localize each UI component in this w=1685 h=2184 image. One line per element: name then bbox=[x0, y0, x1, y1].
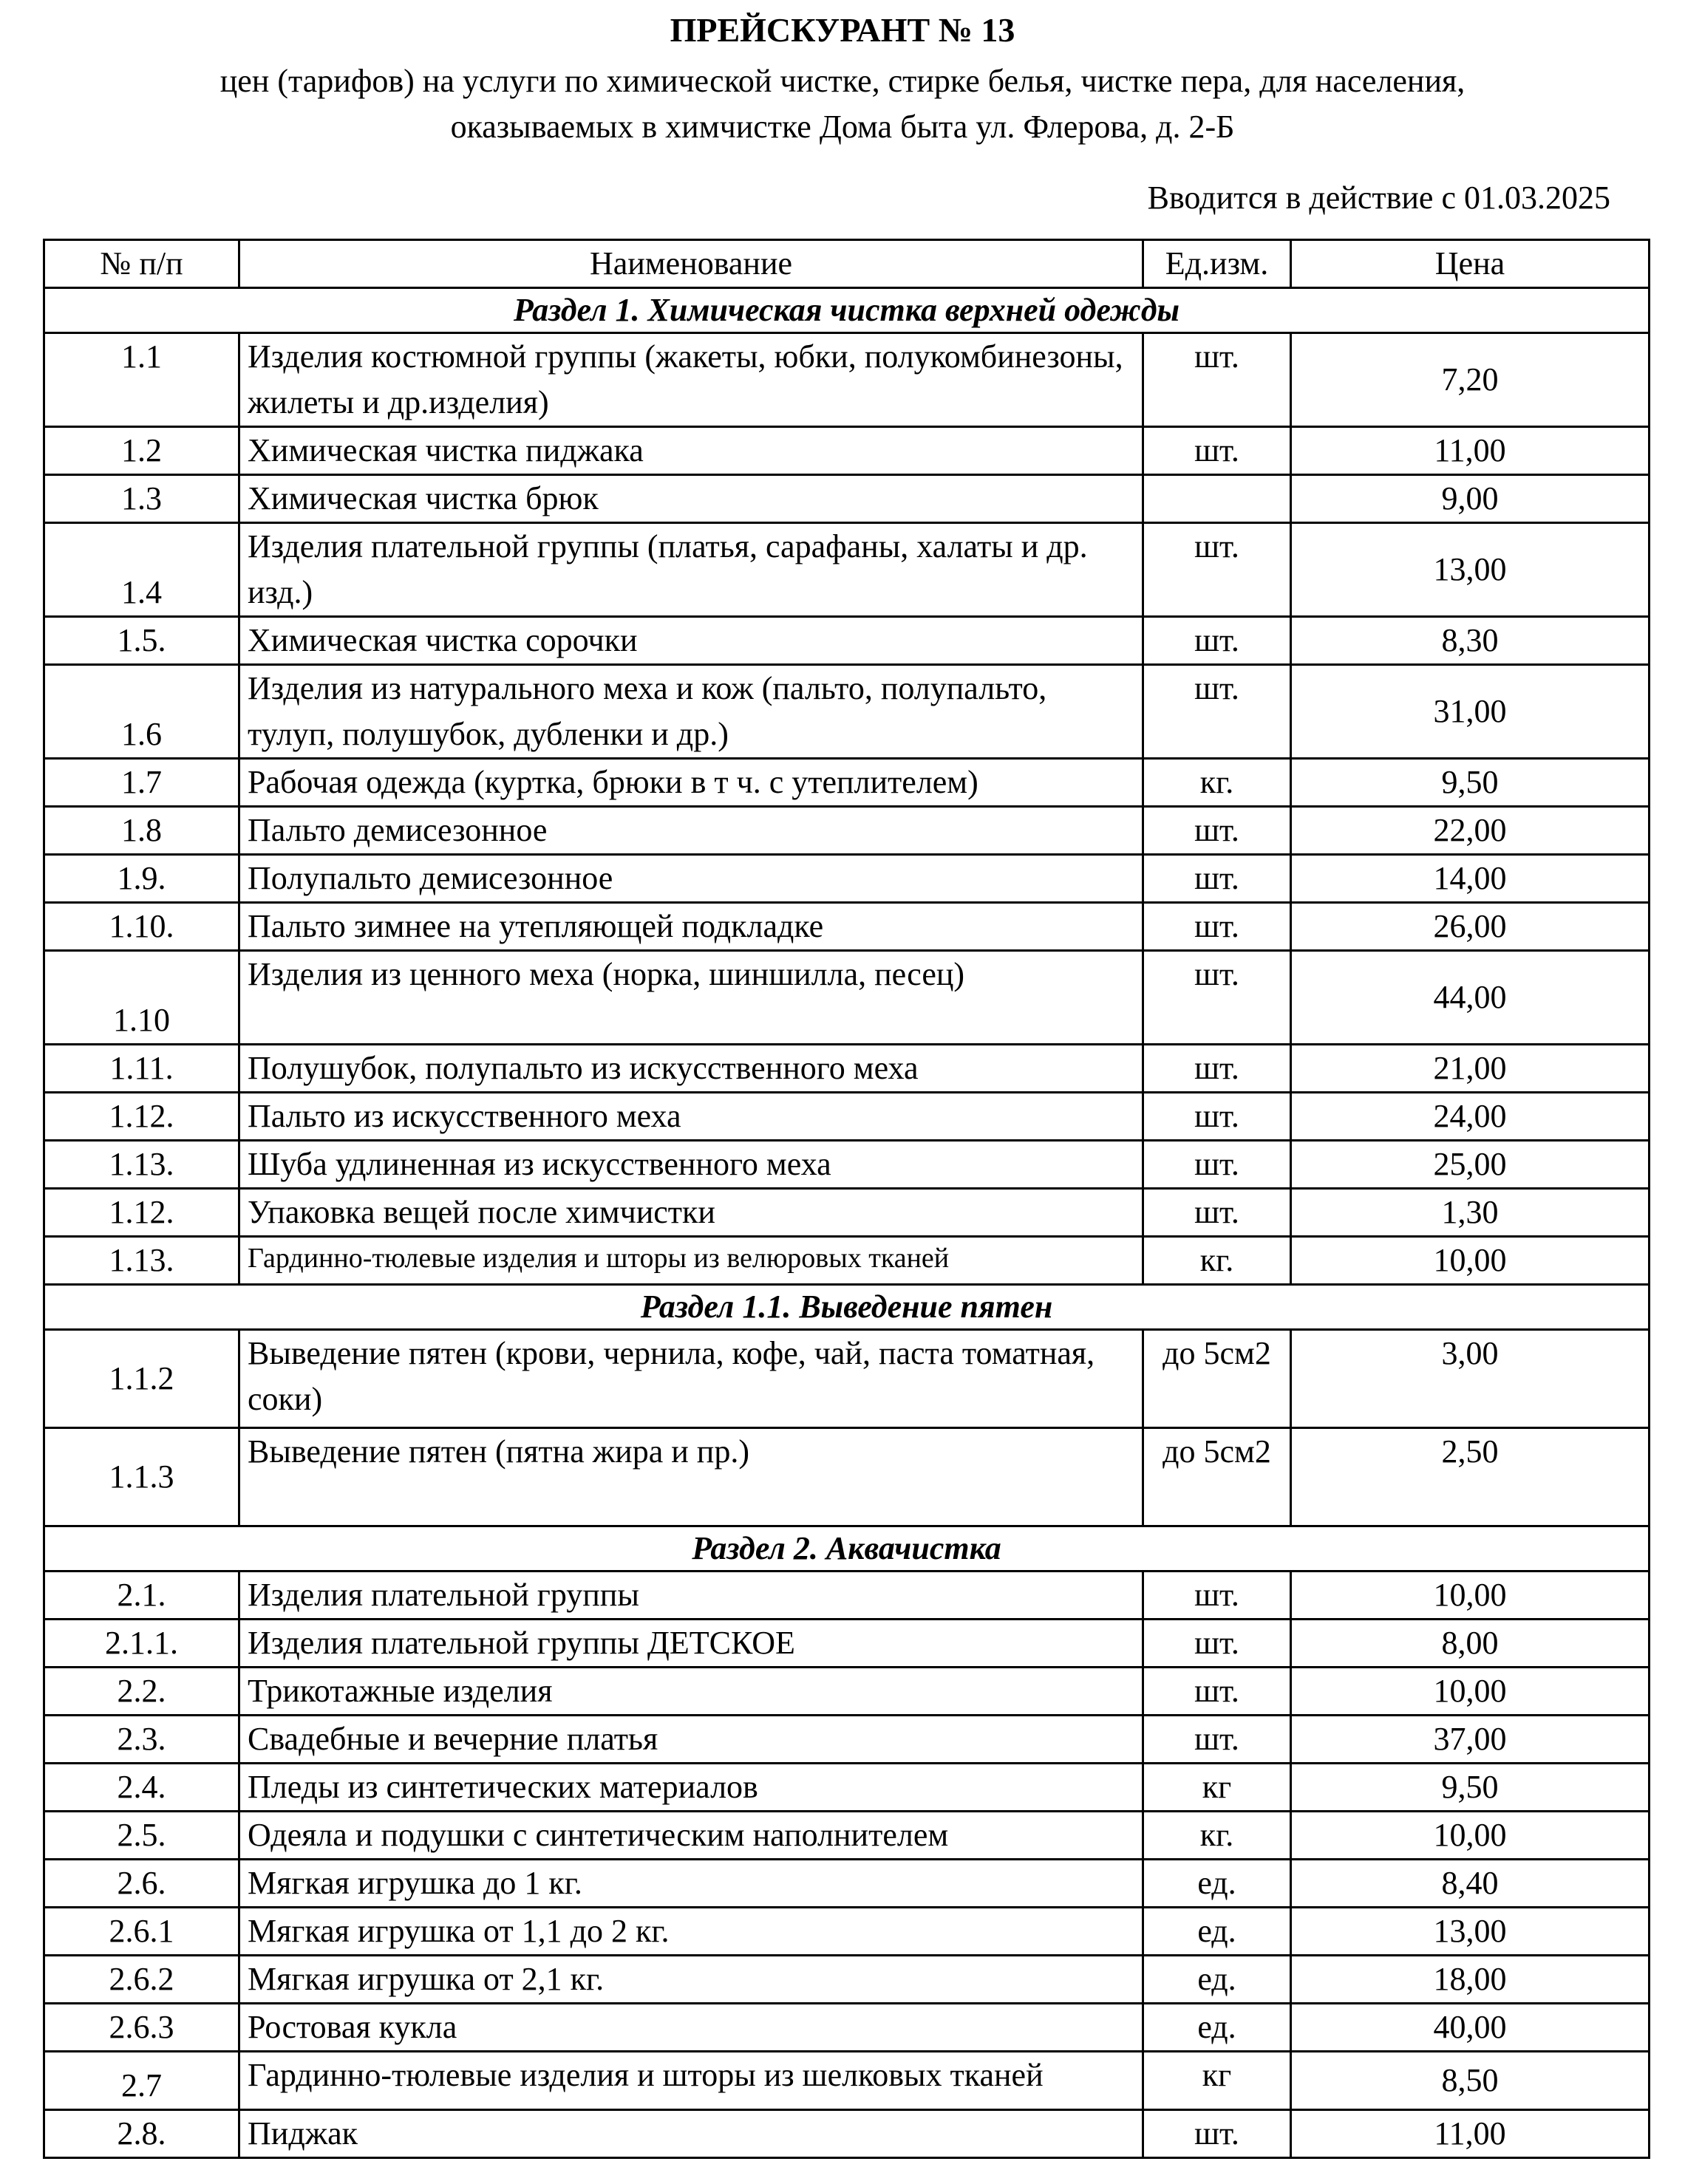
row-number: 1.8 bbox=[44, 807, 239, 855]
effective-date: Вводится в действие с 01.03.2025 bbox=[1147, 180, 1610, 216]
row-name: Гардинно-тюлевые изделия и шторы из велюровых тканей bbox=[239, 1237, 1143, 1285]
row-price: 10,00 bbox=[1291, 1812, 1650, 1860]
row-name: Мягкая игрушка от 2,1 кг. bbox=[239, 1956, 1143, 2004]
table-row bbox=[44, 523, 1650, 617]
row-price: 44,00 bbox=[1291, 951, 1650, 1045]
row-price: 13,00 bbox=[1291, 1908, 1650, 1956]
table-row bbox=[44, 1045, 1650, 1093]
row-number: 2.6.1 bbox=[44, 1908, 239, 1956]
row-price: 37,00 bbox=[1291, 1716, 1650, 1764]
table-header-row bbox=[44, 240, 1650, 288]
table-row bbox=[44, 617, 1650, 665]
row-price: 1,30 bbox=[1291, 1189, 1650, 1237]
row-number: 2.7 bbox=[44, 2052, 239, 2110]
row-name: Пальто демисезонное bbox=[239, 807, 1143, 855]
table-row bbox=[44, 1620, 1650, 1668]
table-row bbox=[44, 1908, 1650, 1956]
row-number: 2.4. bbox=[44, 1764, 239, 1812]
row-price: 10,00 bbox=[1291, 1668, 1650, 1716]
row-unit: ед. bbox=[1143, 1956, 1291, 2004]
row-name: Пальто из искусственного меха bbox=[239, 1093, 1143, 1141]
row-name: Шуба удлиненная из искусственного меха bbox=[239, 1141, 1143, 1189]
row-unit: шт. bbox=[1143, 665, 1291, 759]
row-unit: шт. bbox=[1143, 1189, 1291, 1237]
row-unit: до 5см2 bbox=[1143, 1330, 1291, 1428]
row-price: 2,50 bbox=[1291, 1428, 1650, 1526]
row-unit: шт. bbox=[1143, 1716, 1291, 1764]
table-row bbox=[44, 903, 1650, 951]
document-subtitle-line1: цен (тарифов) на услуги по химической чистке, стирке белья, чистке пера, для населения, bbox=[219, 63, 1466, 99]
row-price: 10,00 bbox=[1291, 1237, 1650, 1285]
row-price: 13,00 bbox=[1291, 523, 1650, 617]
row-number: 1.3 bbox=[44, 475, 239, 523]
table-row bbox=[44, 855, 1650, 903]
row-price: 22,00 bbox=[1291, 807, 1650, 855]
row-unit: ед. bbox=[1143, 1908, 1291, 1956]
row-unit: шт. bbox=[1143, 903, 1291, 951]
row-unit: кг. bbox=[1143, 1812, 1291, 1860]
row-name: Упаковка вещей после химчистки bbox=[239, 1189, 1143, 1237]
row-number: 1.13. bbox=[44, 1141, 239, 1189]
table-row bbox=[44, 1860, 1650, 1908]
row-number: 2.3. bbox=[44, 1716, 239, 1764]
row-number: 2.6.3 bbox=[44, 2004, 239, 2052]
row-number: 1.11. bbox=[44, 1045, 239, 1093]
row-price: 9,50 bbox=[1291, 1764, 1650, 1812]
row-name: Изделия плательной группы ДЕТСКОЕ bbox=[239, 1620, 1143, 1668]
row-price: 8,30 bbox=[1291, 617, 1650, 665]
row-unit: шт. bbox=[1143, 2110, 1291, 2158]
row-number: 1.1.2 bbox=[44, 1330, 239, 1428]
row-name: Одеяла и подушки с синтетическим наполнителем bbox=[239, 1812, 1143, 1860]
table-row bbox=[44, 2052, 1650, 2110]
row-name: Изделия плательной группы bbox=[239, 1572, 1143, 1620]
row-unit: до 5см2 bbox=[1143, 1428, 1291, 1526]
table-row bbox=[44, 2004, 1650, 2052]
row-unit: шт. bbox=[1143, 1572, 1291, 1620]
row-price: 9,00 bbox=[1291, 475, 1650, 523]
row-number: 1.12. bbox=[44, 1093, 239, 1141]
row-unit: шт. bbox=[1143, 1141, 1291, 1189]
row-number: 2.8. bbox=[44, 2110, 239, 2158]
row-number: 1.12. bbox=[44, 1189, 239, 1237]
row-name: Мягкая игрушка до 1 кг. bbox=[239, 1860, 1143, 1908]
row-price: 11,00 bbox=[1291, 427, 1650, 475]
row-name: Химическая чистка брюк bbox=[239, 475, 1143, 523]
row-unit: кг bbox=[1143, 1764, 1291, 1812]
row-name: Пальто зимнее на утепляющей подкладке bbox=[239, 903, 1143, 951]
table-row bbox=[44, 1956, 1650, 2004]
section-heading bbox=[44, 288, 1650, 333]
row-unit: шт. bbox=[1143, 951, 1291, 1045]
row-number: 2.2. bbox=[44, 1668, 239, 1716]
table-row bbox=[44, 1668, 1650, 1716]
row-name: Мягкая игрушка от 1,1 до 2 кг. bbox=[239, 1908, 1143, 1956]
table-row bbox=[44, 665, 1650, 759]
table-row bbox=[44, 2110, 1650, 2158]
row-number: 1.6 bbox=[44, 665, 239, 759]
row-name: Изделия из ценного меха (норка, шиншилла, песец) bbox=[239, 951, 1143, 1045]
row-unit: кг. bbox=[1143, 1237, 1291, 1285]
row-name: Изделия костюмной группы (жакеты, юбки, полукомбинезоны, жилеты и др.изделия) bbox=[239, 333, 1143, 427]
row-price: 40,00 bbox=[1291, 2004, 1650, 2052]
table-row bbox=[44, 807, 1650, 855]
row-number: 1.4 bbox=[44, 523, 239, 617]
row-price: 14,00 bbox=[1291, 855, 1650, 903]
table-row bbox=[44, 1189, 1650, 1237]
row-name: Гардинно-тюлевые изделия и шторы из шелковых тканей bbox=[239, 2052, 1143, 2110]
row-unit: шт. bbox=[1143, 807, 1291, 855]
row-unit: шт. bbox=[1143, 523, 1291, 617]
row-name: Выведение пятен (пятна жира и пр.) bbox=[239, 1428, 1143, 1526]
row-number: 2.6.2 bbox=[44, 1956, 239, 2004]
table-row bbox=[44, 1764, 1650, 1812]
row-unit bbox=[1143, 475, 1291, 523]
header-name: Наименование bbox=[239, 240, 1143, 288]
row-price: 8,00 bbox=[1291, 1620, 1650, 1668]
row-price: 18,00 bbox=[1291, 1956, 1650, 2004]
section-1-title: Раздел 1. Химическая чистка верхней одежды bbox=[44, 288, 1650, 333]
row-number: 1.9. bbox=[44, 855, 239, 903]
row-unit: шт. bbox=[1143, 617, 1291, 665]
row-name: Ростовая кукла bbox=[239, 2004, 1143, 2052]
row-name: Изделия из натурального меха и кож (пальто, полупальто, тулуп, полушубок, дубленки и др.) bbox=[239, 665, 1143, 759]
row-unit: шт. bbox=[1143, 333, 1291, 427]
row-unit: шт. bbox=[1143, 1045, 1291, 1093]
price-table bbox=[43, 239, 1650, 2159]
row-name: Пиджак bbox=[239, 2110, 1143, 2158]
row-unit: кг bbox=[1143, 2052, 1291, 2110]
row-unit: шт. bbox=[1143, 1668, 1291, 1716]
row-unit: шт. bbox=[1143, 1093, 1291, 1141]
document-title: ПРЕЙСКУРАНТ № 13 bbox=[670, 11, 1015, 49]
row-name: Трикотажные изделия bbox=[239, 1668, 1143, 1716]
row-name: Изделия плательной группы (платья, сарафаны, халаты и др. изд.) bbox=[239, 523, 1143, 617]
row-name: Свадебные и вечерние платья bbox=[239, 1716, 1143, 1764]
row-number: 1.2 bbox=[44, 427, 239, 475]
table-row bbox=[44, 1716, 1650, 1764]
row-unit: шт. bbox=[1143, 855, 1291, 903]
row-price: 7,20 bbox=[1291, 333, 1650, 427]
document-subtitle-line2: оказываемых в химчистке Дома быта ул. Флерова, д. 2-Б bbox=[450, 109, 1235, 145]
row-price: 25,00 bbox=[1291, 1141, 1650, 1189]
row-unit: ед. bbox=[1143, 2004, 1291, 2052]
row-unit: кг. bbox=[1143, 759, 1291, 807]
row-number: 2.5. bbox=[44, 1812, 239, 1860]
row-number: 2.1.1. bbox=[44, 1620, 239, 1668]
row-price: 10,00 bbox=[1291, 1572, 1650, 1620]
table-row bbox=[44, 1428, 1650, 1526]
row-number: 1.1 bbox=[44, 333, 239, 427]
row-number: 1.1.3 bbox=[44, 1428, 239, 1526]
section-heading bbox=[44, 1285, 1650, 1330]
table-row bbox=[44, 759, 1650, 807]
table-row bbox=[44, 475, 1650, 523]
row-number: 2.6. bbox=[44, 1860, 239, 1908]
table-row bbox=[44, 333, 1650, 427]
row-price: 8,40 bbox=[1291, 1860, 1650, 1908]
table-row bbox=[44, 1237, 1650, 1285]
table-row bbox=[44, 427, 1650, 475]
section-1-1-title: Раздел 1.1. Выведение пятен bbox=[44, 1285, 1650, 1330]
row-name: Выведение пятен (крови, чернила, кофе, чай, паста томатная, соки) bbox=[239, 1330, 1143, 1428]
row-number: 1.10 bbox=[44, 951, 239, 1045]
table-row bbox=[44, 1330, 1650, 1428]
table-row bbox=[44, 1812, 1650, 1860]
row-number: 1.13. bbox=[44, 1237, 239, 1285]
row-name: Рабочая одежда (куртка, брюки в т ч. с утеплителем) bbox=[239, 759, 1143, 807]
header-unit: Ед.изм. bbox=[1143, 240, 1291, 288]
row-price: 24,00 bbox=[1291, 1093, 1650, 1141]
row-unit: шт. bbox=[1143, 427, 1291, 475]
row-name: Полушубок, полупальто из искусственного меха bbox=[239, 1045, 1143, 1093]
row-number: 1.10. bbox=[44, 903, 239, 951]
row-name: Пледы из синтетических материалов bbox=[239, 1764, 1143, 1812]
row-name: Химическая чистка пиджака bbox=[239, 427, 1143, 475]
row-name: Химическая чистка сорочки bbox=[239, 617, 1143, 665]
row-number: 2.1. bbox=[44, 1572, 239, 1620]
row-price: 8,50 bbox=[1291, 2052, 1650, 2110]
row-name: Полупальто демисезонное bbox=[239, 855, 1143, 903]
row-price: 31,00 bbox=[1291, 665, 1650, 759]
row-number: 1.5. bbox=[44, 617, 239, 665]
row-price: 21,00 bbox=[1291, 1045, 1650, 1093]
table-row bbox=[44, 1572, 1650, 1620]
section-2-title: Раздел 2. Аквачистка bbox=[44, 1526, 1650, 1572]
table-row bbox=[44, 1093, 1650, 1141]
row-unit: ед. bbox=[1143, 1860, 1291, 1908]
table-row bbox=[44, 1141, 1650, 1189]
row-price: 26,00 bbox=[1291, 903, 1650, 951]
section-heading bbox=[44, 1526, 1650, 1572]
row-unit: шт. bbox=[1143, 1620, 1291, 1668]
row-price: 3,00 bbox=[1291, 1330, 1650, 1428]
row-number: 1.7 bbox=[44, 759, 239, 807]
table-row bbox=[44, 951, 1650, 1045]
row-price: 11,00 bbox=[1291, 2110, 1650, 2158]
header-price: Цена bbox=[1291, 240, 1650, 288]
header-number: № п/п bbox=[44, 240, 239, 288]
row-price: 9,50 bbox=[1291, 759, 1650, 807]
